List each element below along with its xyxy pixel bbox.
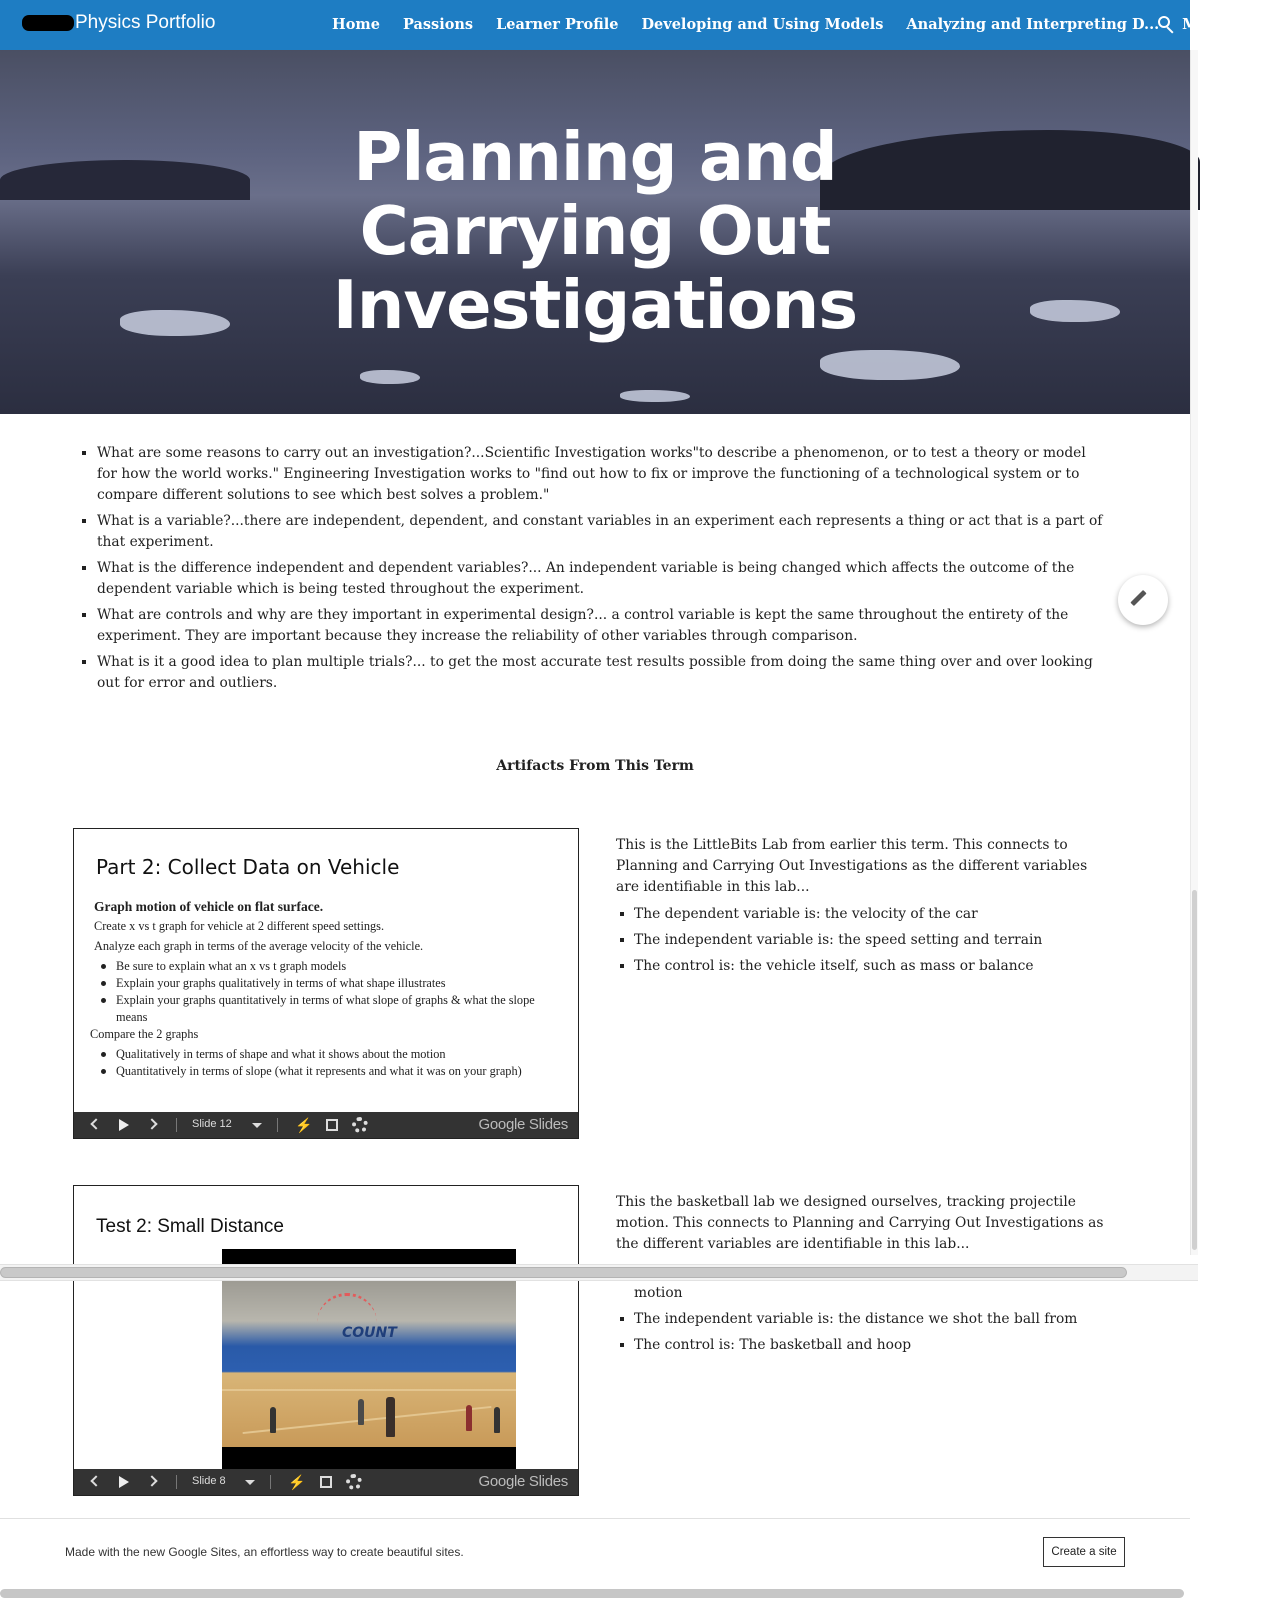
bottom-scrollbar[interactable] <box>0 1589 1184 1598</box>
redacted-logo <box>22 15 74 31</box>
court-line <box>222 1389 516 1391</box>
nav-more[interactable] <box>1182 16 1239 33</box>
search-icon[interactable] <box>1158 16 1176 34</box>
artifact-variable-list <box>616 904 1108 977</box>
edit-button[interactable] <box>1118 575 1168 625</box>
artifact-partial-text: motion <box>634 1285 683 1301</box>
slide-bullets <box>98 958 564 1026</box>
toolbar-divider <box>277 1118 278 1132</box>
toolbar-divider <box>270 1475 271 1489</box>
site-title[interactable]: Physics Portfolio <box>75 12 216 33</box>
slide-text: Compare the 2 graphs <box>90 1027 199 1041</box>
create-site-button[interactable]: Create a site <box>1043 1537 1125 1567</box>
person-figure <box>358 1399 364 1425</box>
person-figure <box>270 1407 276 1433</box>
slides-toolbar <box>74 1469 578 1495</box>
slide-bullet: Qualitatively in terms of shape and what it shows about the motion <box>98 1046 564 1063</box>
toolbar-divider <box>176 1475 177 1489</box>
pencil-icon <box>1130 590 1146 606</box>
google-slides-logo[interactable]: Google Slides <box>478 1473 568 1490</box>
nav-more-label: More <box>1182 16 1225 33</box>
chevron-down-icon <box>1230 18 1240 28</box>
laser-pointer-icon[interactable]: ⚡ <box>295 1117 313 1133</box>
gear-icon[interactable] <box>346 1474 362 1490</box>
artifact-variables-basketball <box>616 1283 1108 1361</box>
gym-wall-text: COUNT <box>342 1325 397 1341</box>
previous-slide-icon[interactable] <box>90 1475 101 1486</box>
slide-bullet: Explain your graphs qualitatively in terms of what shape illustrates <box>98 975 564 992</box>
next-slide-icon[interactable] <box>146 1475 157 1486</box>
gear-icon[interactable] <box>352 1117 368 1133</box>
question-item: What are controls and why are they important in experimental design?... a control variable is kept the same throughout the entirety of the experiment. They are important because they increase the reliability of other variables through comparison. <box>78 605 1108 647</box>
artifact-variable-item: The control is: the vehicle itself, such as mass or balance <box>616 956 1108 977</box>
question-list <box>78 443 1108 699</box>
top-nav-bar <box>0 0 1225 50</box>
play-icon[interactable] <box>119 1476 129 1488</box>
toolbar-divider <box>176 1118 177 1132</box>
person-figure <box>466 1405 472 1431</box>
chevron-down-icon[interactable] <box>245 1480 255 1485</box>
google-slides-logo[interactable]: Google Slides <box>478 1116 568 1133</box>
slide-bullet: Quantitatively in terms of slope (what it represents and what it was on your graph) <box>98 1063 564 1080</box>
hero-ice <box>820 350 960 380</box>
fullscreen-icon[interactable] <box>326 1119 338 1131</box>
question-item: What are some reasons to carry out an investigation?...Scientific Investigation works"to describe a phenomenon, or to test a theory or model for how the world works." Engineering Investigation works to "find out how to fix or improve the functioning of a technological system or to compare different solutions to see which best solves a problem." <box>78 443 1108 506</box>
site-footer <box>0 1518 1190 1586</box>
slide-heading: Graph motion of vehicle on flat surface. <box>94 899 324 914</box>
question-item: What is a variable?...there are independent, dependent, and constant variables in an experiment each represents a thing or act that is a part of that experiment. <box>78 511 1108 553</box>
nav-home[interactable]: Home <box>332 16 380 33</box>
vertical-scrollbar-thumb[interactable] <box>1192 890 1197 1250</box>
slides-toolbar <box>74 1112 578 1138</box>
artifacts-heading: Artifacts From This Term <box>496 758 694 774</box>
slides-embed-basketball[interactable] <box>73 1185 579 1496</box>
previous-slide-icon[interactable] <box>90 1118 101 1129</box>
slide-text: Analyze each graph in terms of the average velocity of the vehicle. <box>94 939 424 953</box>
nav-developing-models[interactable]: Developing and Using Models <box>641 16 884 33</box>
nav-passions[interactable]: Passions <box>402 16 474 33</box>
artifact-variable-item: The control is: The basketball and hoop <box>616 1335 1108 1356</box>
hero-ice <box>360 370 420 384</box>
fullscreen-icon[interactable] <box>320 1476 332 1488</box>
person-figure <box>494 1407 500 1433</box>
hero-ice <box>620 390 690 402</box>
ball-trajectory <box>317 1293 377 1353</box>
slide-bullet: Be sure to explain what an x vs t graph models <box>98 958 564 975</box>
artifact-variable-list <box>616 1309 1108 1356</box>
play-icon[interactable] <box>119 1119 129 1131</box>
person-figure <box>386 1397 395 1437</box>
artifact-variable-item: The independent variable is: the distance we shot the ball from <box>616 1309 1108 1330</box>
nav-analyzing-data[interactable]: Analyzing and Interpreting D... <box>906 16 1160 33</box>
question-item: What is the difference independent and dependent variables?... An independent variable is being changed which affects the outcome of the dependent variable which is being tested throughout the experiment. <box>78 558 1108 600</box>
hero-banner <box>0 50 1190 414</box>
laser-pointer-icon[interactable]: ⚡ <box>288 1474 306 1490</box>
page-title <box>0 120 1190 342</box>
slide-title: Part 2: Collect Data on Vehicle <box>96 855 400 879</box>
slide-bullet: Explain your graphs quantitatively in terms of what slope of graphs & what the slope means <box>98 992 564 1026</box>
slides-embed-littlebits[interactable] <box>73 828 579 1139</box>
artifact-intro: This the basketball lab we designed ourselves, tracking projectile motion. This connects to Planning and Carrying Out Investigations as the different variables are identifiable in this lab... <box>616 1194 1104 1252</box>
main-nav <box>332 16 1262 33</box>
footer-text: Made with the new Google Sites, an effortless way to create beautiful sites. <box>65 1545 464 1559</box>
artifact-variable-item: The dependent variable is: the velocity of the car <box>616 904 1108 925</box>
slide-body <box>90 898 564 1080</box>
chevron-down-icon[interactable] <box>252 1123 262 1128</box>
gym-photo <box>222 1279 516 1447</box>
slide-bullets <box>98 1046 564 1080</box>
next-slide-icon[interactable] <box>146 1118 157 1129</box>
horizontal-scrollbar-thumb[interactable] <box>0 1267 1127 1278</box>
artifact-description-basketball <box>616 1192 1108 1255</box>
page-title-line: Investigations <box>332 266 858 344</box>
artifact-intro: This is the LittleBits Lab from earlier this term. This connects to Planning and Carrying Out Investigations as the different variables are identifiable in this lab... <box>616 837 1088 895</box>
slide-number[interactable]: Slide 12 <box>192 1118 232 1130</box>
artifact-description-littlebits <box>616 835 1108 982</box>
question-item: What is it a good idea to plan multiple trials?... to get the most accurate test results possible from doing the same thing over and over looking out for error and outliers. <box>78 652 1108 694</box>
court-line <box>243 1406 492 1434</box>
page-title-line: Planning and <box>353 118 837 196</box>
slide-title: Test 2: Small Distance <box>96 1216 284 1237</box>
gym-video-frame <box>222 1249 516 1469</box>
artifact-variable-item: The independent variable is: the speed setting and terrain <box>616 930 1108 951</box>
slide-text: Create x vs t graph for vehicle at 2 different speed settings. <box>94 919 385 933</box>
slide-number[interactable]: Slide 8 <box>192 1475 226 1487</box>
nav-learner-profile[interactable]: Learner Profile <box>496 16 619 33</box>
page-title-line: Carrying Out <box>359 192 831 270</box>
